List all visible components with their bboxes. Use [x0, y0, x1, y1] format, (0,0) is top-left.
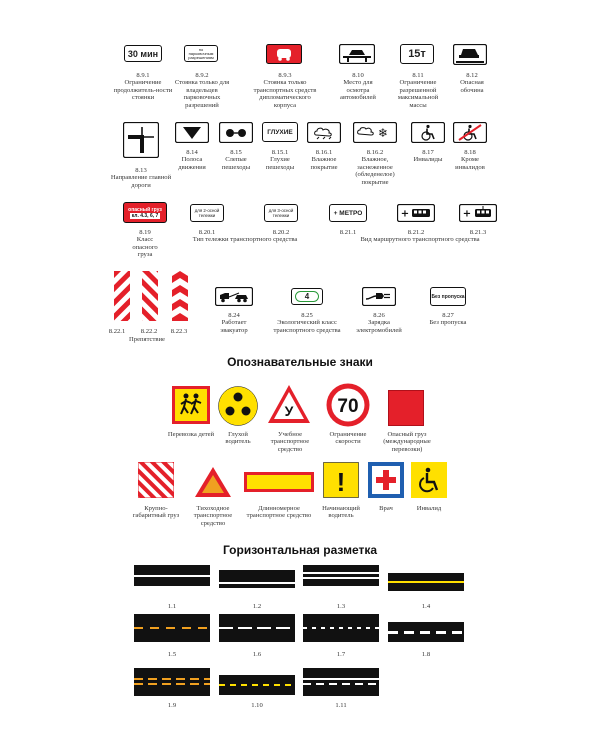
sign-8-18-except-disabled: [453, 122, 487, 143]
caption-8-13: 8.13 Направление главной дороги: [110, 167, 172, 189]
caption-8-20-1: 8.20.1: [198, 229, 216, 236]
deaf-driver-icon: [218, 386, 258, 426]
caption-8-22-2: 8.22.2: [140, 328, 158, 335]
sign-8-21-2-bus: [397, 204, 435, 222]
plate-line-2: кл. 4.3, 6, 7: [131, 212, 159, 219]
identification-signs-heading: Опознавательные знаки: [227, 355, 373, 369]
plate-line-2: тележки: [272, 213, 290, 218]
caption-marking-1-4: 1.4: [421, 603, 431, 610]
caption-route-vehicle-type: Вид маршрутного транспортного средства: [360, 236, 480, 243]
speed-limit-icon: [326, 383, 370, 427]
caption-8-15-1: 8.15.1 Глухие пешеходы: [265, 149, 295, 171]
caption-marking-1-9: 1.9: [167, 702, 177, 709]
sign-8-19-dangerous-cargo-class: [123, 202, 167, 223]
caption-beginner-driver: Начинающий водитель: [322, 505, 360, 520]
marking-1-4: [388, 573, 464, 591]
caption-long-vehicle: Длинномерное транспортное средство: [246, 505, 312, 520]
caption-8-26: 8.26 Зарядка электромобилей: [356, 312, 402, 334]
sign-8-11: 15т: [400, 44, 434, 64]
sign-8-22-2-obstacle-right: [142, 271, 158, 321]
caption-8-16-2: 8.16.2 Влажное, заснеженное (обледенелое) покрытие: [355, 149, 395, 186]
marking-1-9: [134, 668, 210, 696]
marking-1-5: [134, 614, 210, 642]
slow-vehicle-icon: [194, 466, 232, 498]
plate-line-2: тележки: [198, 213, 216, 218]
caption-dangerous-cargo: Опасный груз (международные перевозки): [383, 431, 431, 453]
sign-8-21-3-tram: [459, 204, 497, 222]
marking-1-6: [219, 614, 295, 642]
caption-8-9-3: 8.9.3 Стоянка только транспортных средств дипломатического корпуса: [253, 72, 317, 109]
sign-8-15-blind-pedestrians: [219, 122, 253, 143]
sign-8-21-1-metro: + МЕТРО: [329, 204, 367, 222]
caption-8-22-3: 8.22.3: [170, 328, 188, 335]
caption-8-24: 8.24 Работает эвакуатор: [220, 312, 248, 334]
caption-deaf-driver: Глухой водитель: [225, 431, 251, 446]
long-vehicle-icon: [244, 472, 314, 492]
caption-8-21-1: 8.21.1: [339, 229, 357, 236]
plate-line-1: для 2-осной: [194, 208, 220, 213]
caption-8-12: 8.12 Опасная обочина: [460, 72, 484, 94]
marking-1-7: [303, 614, 379, 642]
sign-8-16-1-wet-surface: [307, 122, 341, 143]
svg-text:!: !: [336, 467, 346, 497]
sign-8-20-2-three-axle: [264, 204, 298, 222]
marking-1-2: [219, 570, 295, 588]
caption-marking-1-1: 1.1: [167, 603, 177, 610]
horizontal-markings-heading: Горизонтальная разметка: [222, 543, 378, 557]
caption-8-22-1: 8.22.1: [108, 328, 126, 335]
disabled-person-icon: [411, 462, 447, 498]
caption-marking-1-6: 1.6: [252, 651, 262, 658]
caption-children-transport: Перевозка детей: [167, 431, 215, 438]
children-transport-icon: [172, 386, 210, 424]
caption-8-14: 8.14 Полоса движения: [178, 149, 206, 171]
caption-8-21-2: 8.21.2: [407, 229, 425, 236]
sign-8-14-lane-arrow: [175, 122, 209, 143]
caption-8-27: 8.27 Без пропуска: [429, 312, 467, 327]
svg-text:У: У: [284, 403, 294, 419]
doctor-icon: [368, 462, 404, 498]
caption-obstacle: Препятствие: [129, 336, 165, 343]
caption-doctor: Врач: [379, 505, 393, 512]
sign-8-22-1-obstacle-left: [114, 271, 130, 321]
caption-marking-1-7: 1.7: [336, 651, 346, 658]
eco-class-badge: 4: [295, 291, 319, 302]
marking-1-1: [134, 565, 210, 586]
sign-8-20-1-two-axle: [190, 204, 224, 222]
caption-learner-driver: Учебное транспортное средство: [270, 431, 310, 453]
plate-line-1: опасный груз: [128, 206, 162, 213]
sign-8-24-tow-truck: [215, 287, 253, 306]
caption-8-9-2: 8.9.2 Стоянка только для владельцев парковочных разрешений: [174, 72, 230, 109]
caption-oversized-cargo: Крупно-габаритный груз: [132, 505, 180, 520]
caption-8-19: 8.19 Класс опасного груза: [132, 229, 158, 259]
sign-8-16-2-snow-surface: [353, 122, 397, 143]
caption-8-20-2: 8.20.2: [272, 229, 290, 236]
caption-speed-limit: Ограничение скорости: [329, 431, 367, 446]
marking-1-3: [303, 565, 379, 586]
marking-1-10: [219, 675, 295, 695]
caption-marking-1-3: 1.3: [336, 603, 346, 610]
svg-text:+: +: [400, 208, 410, 220]
learner-driver-icon: [266, 383, 312, 425]
caption-8-17: 8.17 Инвалиды: [413, 149, 443, 164]
caption-8-25: 8.25 Экологический класс транспортного средства: [273, 312, 341, 334]
caption-bogie-type: Тип тележки транспортного средства: [192, 236, 298, 243]
caption-8-18: 8.18 Кроме инвалидов: [455, 149, 485, 171]
caption-marking-1-8: 1.8: [421, 651, 431, 658]
beginner-driver-icon: [323, 462, 359, 498]
sign-8-9-3-diplomatic: [266, 44, 302, 64]
plate-line-1: для 3-осной: [268, 208, 294, 213]
sign-8-13-main-road-direction: [123, 122, 159, 158]
sign-8-9-2: по парковочным разрешениям: [184, 45, 218, 62]
caption-marking-1-5: 1.5: [167, 651, 177, 658]
dangerous-cargo-icon: [388, 390, 424, 426]
sign-8-10-inspection: [339, 44, 375, 64]
caption-slow-vehicle: Тихоходное транспортное средство: [193, 505, 233, 527]
caption-8-10: 8.10 Место для осмотра автомобилей: [340, 72, 376, 102]
caption-marking-1-11: 1.11: [335, 702, 347, 709]
caption-marking-1-10: 1.10: [251, 702, 263, 709]
sign-8-15-1-deaf: ГЛУХИЕ: [262, 122, 298, 142]
caption-8-15: 8.15 Слепые пешеходы: [221, 149, 251, 171]
svg-text:❄: ❄: [377, 126, 389, 140]
caption-disabled-person: Инвалид: [416, 505, 442, 512]
svg-text:70: 70: [337, 396, 359, 417]
caption-8-16-1: 8.16.1 Влажное покрытие: [310, 149, 338, 171]
sign-8-17-disabled: [411, 122, 445, 143]
sign-8-9-1: 30 мин: [124, 45, 162, 62]
marking-1-8: [388, 622, 464, 642]
sign-8-22-3-obstacle-both: [172, 271, 188, 321]
caption-8-21-3: 8.21.3: [469, 229, 487, 236]
caption-8-9-1: 8.9.1 Ограничение продолжитель-ности стоянки: [113, 72, 173, 102]
sign-8-12-dangerous-shoulder: [453, 44, 487, 65]
oversized-cargo-icon: [138, 462, 174, 498]
sign-8-26-ev-charging: [362, 287, 396, 306]
sign-8-25-eco-class: [291, 288, 323, 305]
caption-marking-1-2: 1.2: [252, 603, 262, 610]
svg-text:+: +: [462, 208, 472, 220]
sign-8-27-no-pass: Без пропуска: [430, 287, 466, 306]
caption-8-11: 8.11 Ограничение разрешенной максимальной массы: [397, 72, 439, 109]
marking-1-11: [303, 668, 379, 696]
